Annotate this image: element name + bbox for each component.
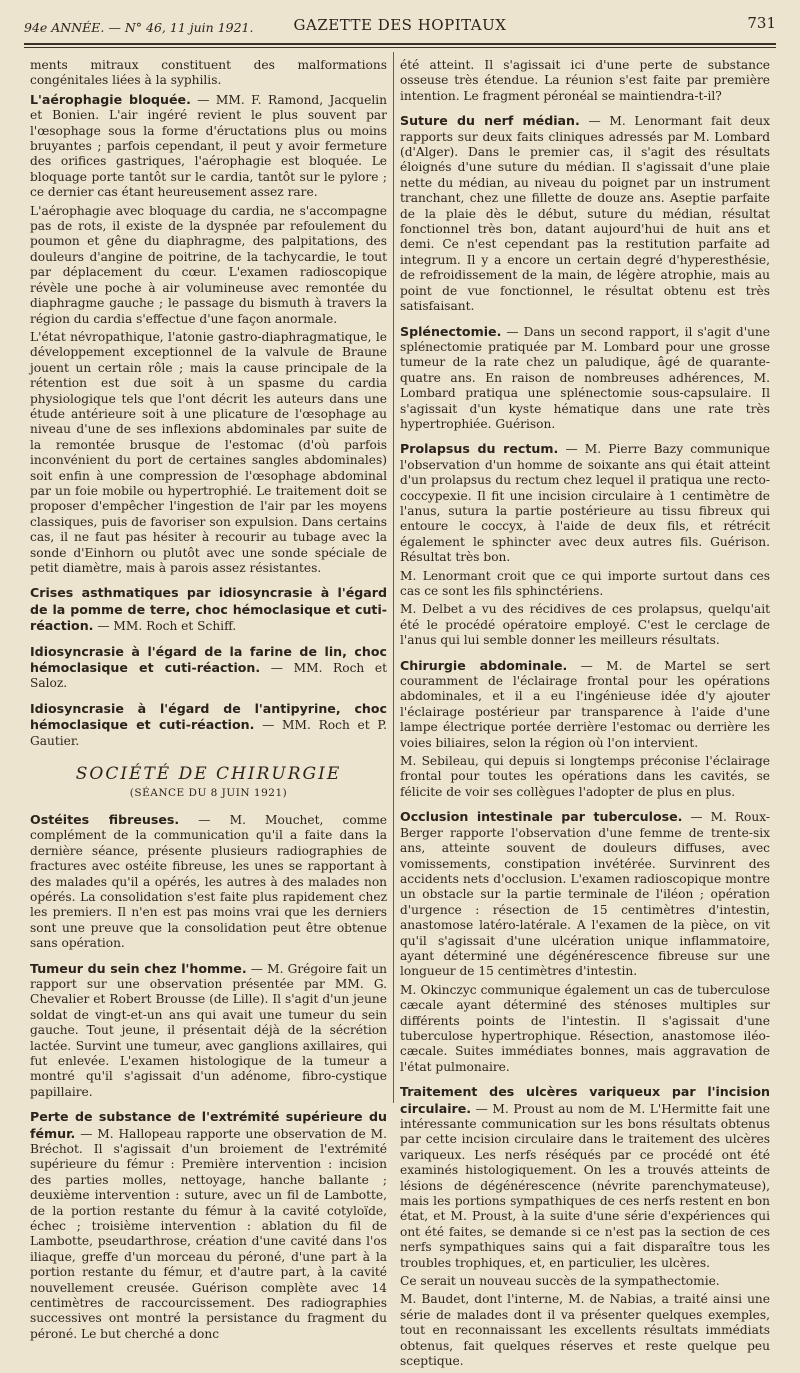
article-chirurgie	[400, 658, 770, 751]
paragraph: M. Okinczyc communique également un cas de tuberculose cæcale ayant déterminé des sténoses multiples sur différents points de l'intestin. Il s'agissait d'une tuberculose hypertrophique. Résection, anastomose iléo-cæcale. Suites immédiates bonnes, mais aggravation de l'état pulmonaire.	[400, 982, 770, 1074]
article-title: Suture du nerf médian.	[400, 113, 580, 129]
article-text: — Dans un second rapport, il s'agit d'une splénectomie pratiquée par M. Lombard pour une grosse tumeur de la rate chez un paludique, âgé de quarante-quatre ans. En raison de nombreuses adhérences, M. Lombard pratiqua une splénectomie sous-capsulaire. Il s'agissait d'un kyste hématique dans une rate très hypertrophiée. Guérison.	[400, 324, 770, 431]
article-text: — M. Pierre Bazy communique l'observation d'un homme de soixante ans qui était atteint d'un prolapsus du rectum chez lequel il pratiqua une recto-coccypexie. Il fit une incision circulaire à 1 centimètre de l'anus, sutura la partie postérieure au tissu fibreux qui entoure le coccyx, à l'aide de deux fils, et rétrécit également le sphincter avec deux autres fils. Guérison. Résultat très bon.	[400, 442, 770, 565]
left-column	[30, 58, 387, 1345]
article-text: — M. Mouchet, comme complément de la communication qu'il a faite dans la dernière séance, présente plusieurs radiographies de fractures avec ostéite fibreuse, les unes se rapportant à des malades qu'il a opérés, les autres à des malades non opérés. La consolidation s'est faite plus rapidement chez les premiers. Il n'en est pas moins vrai que les derniers sont une preuve que la consolidation peut être obtenue sans opération.	[30, 812, 387, 951]
paragraph: Ce serait un nouveau succès de la sympathectomie.	[400, 1274, 720, 1289]
page-number: 731	[747, 14, 776, 32]
paragraph: L'état névropathique, l'atonie gastro-diaphragmatique, le développement exceptionnel de la valvule de Braune jouent un certain rôle ; mais la cause principale de la rétention est due soit à un spasme du cardia physiologique tels que l'ont décrit les auteurs dans une étude antérieure soit à une plicature de l'œsophage au niveau d'une de ses inflexions abdominales par suite de la remontée brusque de l'estomac (d'où parfois inconvénient du port de certaines sangles abdominales) soit enfin à une compression de l'œsophage abdominal par un foie mobile ou hypertrophié. Le traitement doit se proposer d'empêcher l'ingestion de l'air par les moyens classiques, puis de favoriser son expulsion. Dans certains cas, il ne faut pas hésiter à recourir au tubage avec la sonde d'Einhorn ou plutôt avec une sonde spéciale de petit diamètre, mais à parois assez résistantes.	[30, 329, 387, 575]
article-title: Traitement des ulcères variqueux par l'incision circulaire.	[400, 1084, 770, 1116]
paragraph: M. Lenormant croit que ce qui importe surtout dans ces cas ce sont les fils sphinctériens.	[400, 568, 770, 598]
article-title: Occlusion intestinale par tuberculose.	[400, 809, 683, 825]
section-heading: SOCIÉTÉ DE CHIRURGIE	[75, 764, 342, 785]
article-text: — MM. F. Ramond, Jacquelin et Bonien. L'air ingéré revient le plus souvent par l'œsophage sous la forme d'éructations plus ou moins bruyantes ; parfois cependant, il peut y avoir fermeture des orifices gastriques, l'aérophagie est bloquée. Le bloquage porte tantôt sur le cardia, tantôt sur le pylore ; ce dernier cas étant heureusement assez rare.	[30, 92, 387, 200]
article-perte	[30, 1109, 387, 1342]
header-rule	[24, 43, 776, 45]
article-osteites	[30, 812, 387, 952]
article-title: Tumeur du sein chez l'homme.	[30, 960, 247, 976]
page-header	[24, 12, 776, 42]
paragraph: M. Sebileau, qui depuis si longtemps préconise l'éclairage frontal pour toutes les opérations dans les cavités, se félicite de voir ses collègues l'adopter de plus en plus.	[400, 754, 770, 799]
right-column	[400, 58, 770, 1373]
article-text: — M. Lenormant fait deux rapports sur deux faits cliniques adressés par M. Lombard (d'Alger). Dans le premier cas, il s'agit des résultats éloignés d'une suture du médian. Il s'agissait d'une plaie nette du médian, au niveau du poignet par un instrument tranchant, chez une fillette de douze ans. Aseptie parfaite de la plaie dès le début, suture du médian, résultat fonctionnel très bon, datant aujourd'hui de huit ans et demi. Ce n'est cependant pas la restitution parfaite ad integrum. Il y a encore un certain degré d'hyperesthésie, de refroidissement de la main, de légère atrophie, mais au point de vue fonctionnel, le résultat obtenu est très satisfaisant.	[400, 114, 771, 314]
article-title: Splénectomie.	[400, 323, 502, 339]
article-title: Chirurgie abdominale.	[400, 657, 568, 673]
article-aerophagie	[30, 92, 387, 201]
intro-paragraph: ments mitraux constituent des malformations congénitales liées à la syphilis.	[30, 58, 387, 88]
paragraph: L'aérophagie avec bloquage du cardia, ne s'accompagne pas de rots, il existe de la dyspnée par refoulement du poumon et gêne du diaphragme, des palpitations, des douleurs d'angine de poitrine, de la tachycardie, le tout par déplacement du cœur. L'examen radioscopique révèle une poche à air volumineuse avec remontée du diaphragme gauche ; le passage du bismuth à travers la région du cardia s'effectue d'une façon anormale.	[30, 203, 387, 326]
article-text: — M. Grégoire fait un rapport sur une observation présentée par MM. G. Chevalier et Robert Brousse (de Lille). Il s'agit d'un jeune soldat de vingt-et-un ans qui avait une tumeur du sein gauche. Tout jeune, il présentait déjà de la sécrétion lactée. Survint une tumeur, avec ganglions axillaires, qui fut enlevée. L'examen histologique de la tumeur a montré qu'il s'agissait d'un adénome, fibro-cystique papillaire.	[30, 961, 388, 1099]
article-title: Idiosyncrasie à l'égard de la farine de lin, choc hémoclasique et cuti-réaction.	[30, 643, 387, 676]
article-title: Idiosyncrasie à l'égard de l'antipyrine, choc hémoclasique et cuti-réaction.	[30, 700, 387, 733]
article-splenectomie	[400, 324, 770, 433]
article-idiosyncrasie-antipyrine	[30, 701, 387, 749]
article-occlusion	[400, 809, 770, 979]
paragraph: M. Baudet, dont l'interne, M. de Nabias, a traité ainsi une série de malades dont il va présenter quelques exemples, tout en reconnaissant les excellents résultats immédiats obtenus, fait quelques réserves et reste quelque peu sceptique.	[400, 1292, 770, 1369]
article-text: — M. Hallopeau rapporte une observation de M. Bréchot. Il s'agissait d'un broiement de l'extrémité supérieure du fémur : Première intervention : incision des parties molles, nettoyage, hanche ballante ; deuxième intervention : suture, avec un fil de Lambotte, de la portion restante du fémur à la cavité cotyloïde, échec ; troisième intervention : ablation du fil de Lambotte, pseudarthrose, création d'une cavité dans l'os iliaque, greffe d'un morceau du péroné, d'une part à la portion restante du fémur, et d'autre part, à la cavité nouvellement creusée. Guérison complète avec 14 centimètres de raccourcissement. Des radiographies successives ont montré la persistance du fragment du péroné. Le but cherché a donc	[30, 1126, 387, 1341]
header-rule-thin	[24, 47, 776, 48]
article-title: Perte de substance de l'extrémité supérieure du fémur.	[30, 1109, 387, 1141]
article-tumeur	[30, 961, 387, 1101]
article-authors: — MM. Roch et Saloz.	[30, 661, 387, 691]
continued-paragraph: été atteint. Il s'agissait ici d'une perte de substance osseuse très étendue. La réunion s'est faite par première intention. Le fragment péronéal se maintiendra-t-il?	[400, 58, 770, 103]
article-crises	[30, 585, 387, 634]
article-text: — M. de Martel se sert couramment de l'éclairage frontal pour les opérations abdominales, et il a eu l'ingénieuse idée d'y ajouter l'éclairage postérieur par transparence à l'aide d'une lampe électrique portée derrière l'estomac ou derrière les voies biliaires, selon la région où l'on intervient.	[400, 658, 770, 750]
journal-title: GAZETTE DES HOPITAUX	[293, 16, 507, 34]
article-idiosyncrasie-lin	[30, 644, 387, 692]
article-authors: — MM. Roch et Schiff.	[97, 619, 237, 634]
article-text: — M. Proust au nom de M. L'Hermitte fait une intéressante communication sur les bons résultats obtenus par cette incision circulaire dans le traitement des ulcères variqueux. Les nerfs réséqués par ce procédé ont été examinés histologiquement. On les a trouvés atteints de lésions de dégénérescence (névrite parenchymateuse), mais les portions sympathiques de ces nerfs restent en bon état, et M. Proust, à la suite d'une série d'expériences qui ont été faites, se demande si ce n'est pas la section de ces nerfs sympathiques sains qui a fait disparaître tous les troubles trophiques, et, en particulier, les ulcères.	[400, 1101, 770, 1270]
article-prolapsus	[400, 441, 770, 565]
article-traitement	[400, 1084, 770, 1271]
article-authors: — MM. Roch et P. Gautier.	[30, 718, 387, 748]
article-title: Crises asthmatiques par idiosyncrasie à l'égard de la pomme de terre, choc hémoclasique et cuti-réaction.	[30, 585, 387, 634]
article-title: Prolapsus du rectum.	[400, 441, 559, 457]
paragraph: M. Delbet a vu des récidives de ces prolapsus, quelqu'ait été le procédé opératoire employé. C'est le cerclage de l'anus qui lui semble donner les meilleurs résultats.	[400, 602, 770, 648]
article-title: L'aérophagie bloquée.	[30, 91, 191, 107]
article-title: Ostéites fibreuses.	[30, 811, 180, 827]
article-text: — M. Roux-Berger rapporte l'observation d'une femme de trente-six ans, atteinte souvent de douleurs diffuses, avec vomissements, constipation invétérée. Survinrent des accidents nets d'occlusion. L'examen radioscopique montre un obstacle sur la partie terminale de l'iléon ; opération d'urgence : résection de 15 centimètres d'intestin, anastomose latéro-latérale. A l'examen de la pièce, on vit qu'il s'agissait d'une ulcération unique inflammatoire, ayant déterminé une dégénérescence fibreuse sur une longueur de 15 centimètres d'intestin.	[400, 810, 771, 979]
session-date: (SÉANCE DU 8 JUIN 1921)	[129, 787, 288, 800]
column-divider	[393, 52, 394, 1103]
issue-info: 94e ANNÉE. — N° 46, 11 juin 1921.	[24, 20, 254, 35]
article-suture	[400, 113, 770, 314]
